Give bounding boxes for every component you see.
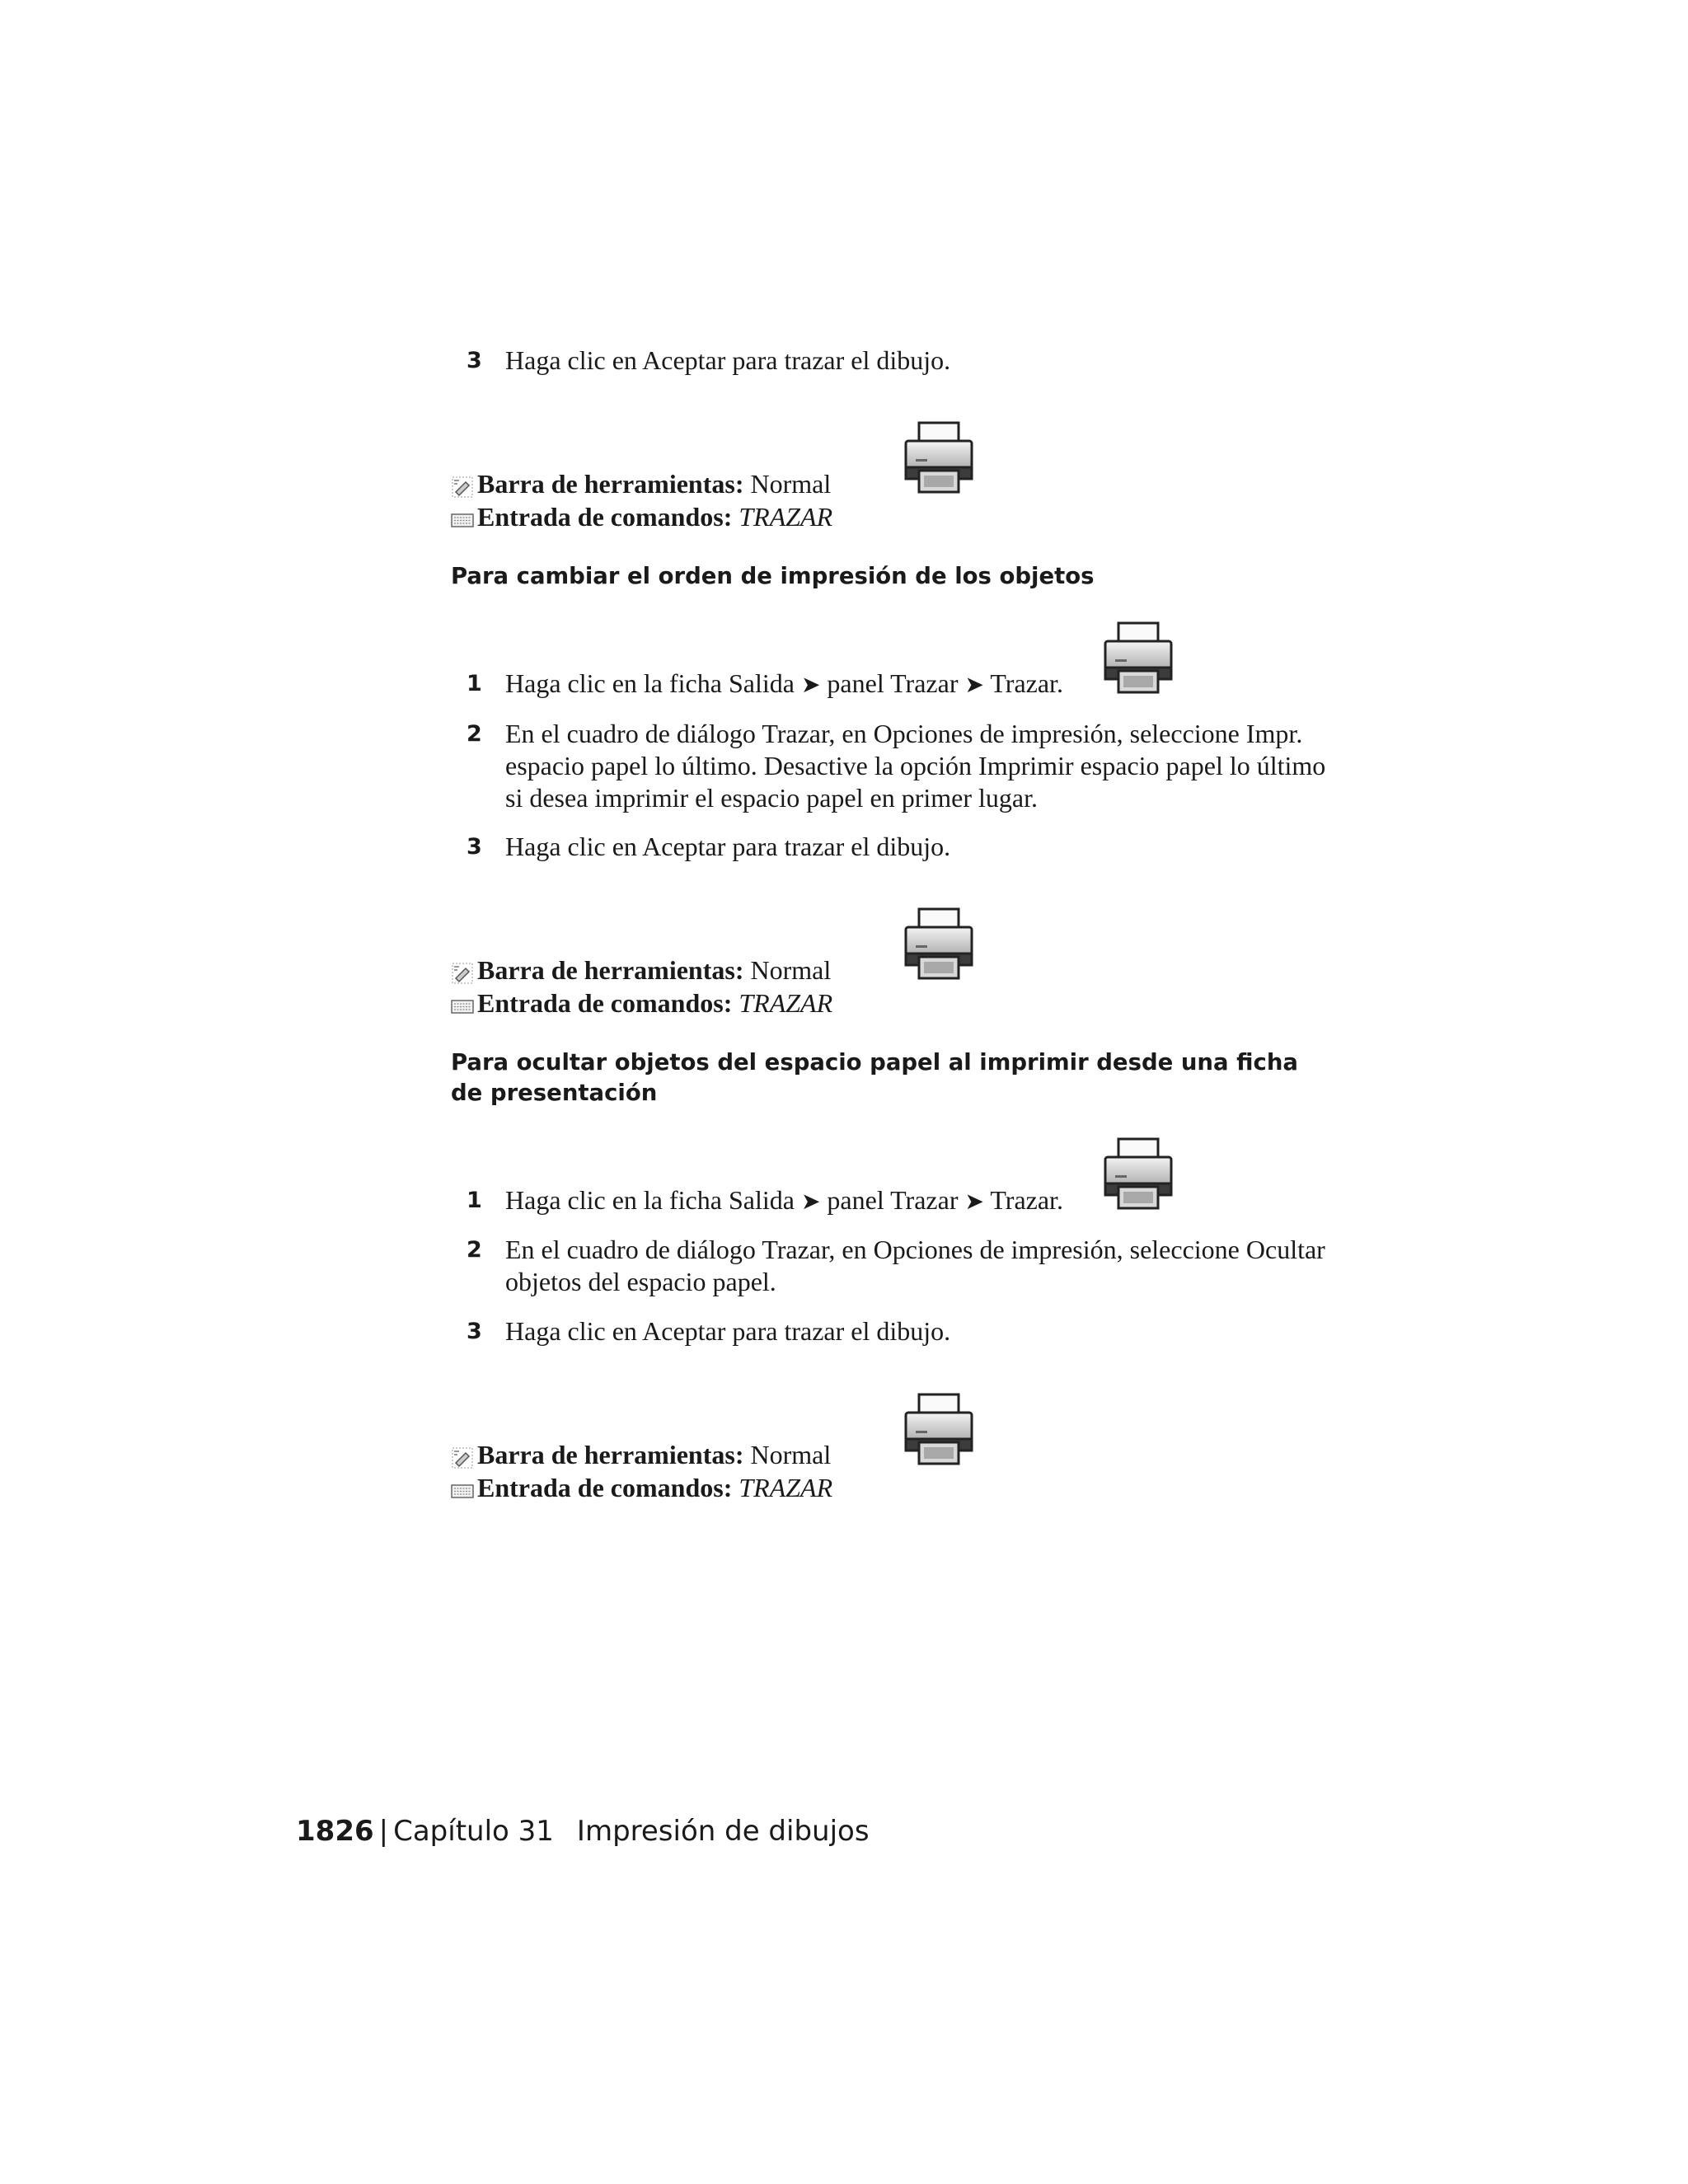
step-number: 1 <box>467 671 482 696</box>
step-text: Haga clic en Aceptar para trazar el dibujo. <box>505 1316 951 1346</box>
arrow-icon: ➤ <box>964 1188 984 1215</box>
printer-icon <box>901 906 977 982</box>
printer-icon <box>901 1391 977 1467</box>
step-item <box>460 718 1334 814</box>
keyboard-icon <box>451 512 474 528</box>
toolbar-value: Normal <box>750 955 832 985</box>
command-value: TRAZAR <box>738 1473 833 1502</box>
toolbar-label: Barra de herramientas: <box>477 955 744 985</box>
chapter-title: Impresión de dibujos <box>576 1815 870 1848</box>
step-text: Haga clic en Aceptar para trazar el dibujo. <box>505 345 951 375</box>
step-number: 1 <box>467 1188 482 1213</box>
toolbar-icon <box>451 476 474 499</box>
step-item <box>460 344 1334 377</box>
command-label: Entrada de comandos: <box>477 988 733 1018</box>
procedure-heading: Para cambiar el orden de impresión de los objetos <box>451 563 1095 589</box>
step-number: 3 <box>467 348 482 373</box>
step-text: En el cuadro de diálogo Trazar, en Opciones de impresión, seleccione Impr. espacio papel lo último. Desactive la opción Imprimir espacio papel lo último si desea imprimir el espacio papel en primer lugar. <box>505 719 1326 813</box>
step-number: 3 <box>467 834 482 860</box>
toolbar-icon <box>451 1446 474 1469</box>
step-text: Haga clic en Aceptar para trazar el dibujo. <box>505 832 951 861</box>
step-item <box>460 1184 1334 1217</box>
page-footer <box>296 1815 870 1848</box>
arrow-icon: ➤ <box>800 1188 821 1215</box>
step-text: En el cuadro de diálogo Trazar, en Opciones de impresión, seleccione Ocultar objetos del espacio papel. <box>505 1235 1325 1296</box>
command-label: Entrada de comandos: <box>477 1473 733 1502</box>
command-access-line <box>451 987 832 1019</box>
toolbar-access-line <box>451 467 831 500</box>
command-value: TRAZAR <box>738 502 833 532</box>
step-item <box>460 831 1334 863</box>
step-item <box>460 1315 1334 1347</box>
command-label: Entrada de comandos: <box>477 502 733 532</box>
step-item <box>460 1234 1334 1298</box>
chapter-label: Capítulo 31 <box>393 1815 554 1848</box>
page-number: 1826 <box>296 1815 374 1848</box>
step-text: Haga clic en la ficha Salida ➤ panel Trazar ➤ Trazar. <box>505 1185 1063 1215</box>
printer-icon <box>901 419 977 495</box>
keyboard-icon <box>451 1483 474 1499</box>
step-number: 2 <box>467 721 482 747</box>
toolbar-access-line <box>451 954 831 987</box>
keyboard-icon <box>451 998 474 1015</box>
arrow-icon: ➤ <box>800 671 821 698</box>
command-access-line <box>451 1471 832 1504</box>
toolbar-icon <box>451 962 474 985</box>
step-number: 2 <box>467 1237 482 1263</box>
toolbar-label: Barra de herramientas: <box>477 1440 744 1469</box>
step-number: 3 <box>467 1319 482 1344</box>
toolbar-value: Normal <box>750 1440 832 1469</box>
command-value: TRAZAR <box>738 988 833 1018</box>
toolbar-label: Barra de herramientas: <box>477 469 744 499</box>
arrow-icon: ➤ <box>964 671 984 698</box>
toolbar-value: Normal <box>750 469 832 499</box>
step-text: Haga clic en la ficha Salida ➤ panel Trazar ➤ Trazar. <box>505 668 1063 698</box>
command-access-line <box>451 500 832 533</box>
toolbar-access-line <box>451 1438 831 1471</box>
procedure-heading: Para ocultar objetos del espacio papel al imprimir desde una ficha de presentación <box>451 1049 1298 1106</box>
step-item <box>460 668 1334 701</box>
footer-separator: | <box>378 1815 389 1848</box>
